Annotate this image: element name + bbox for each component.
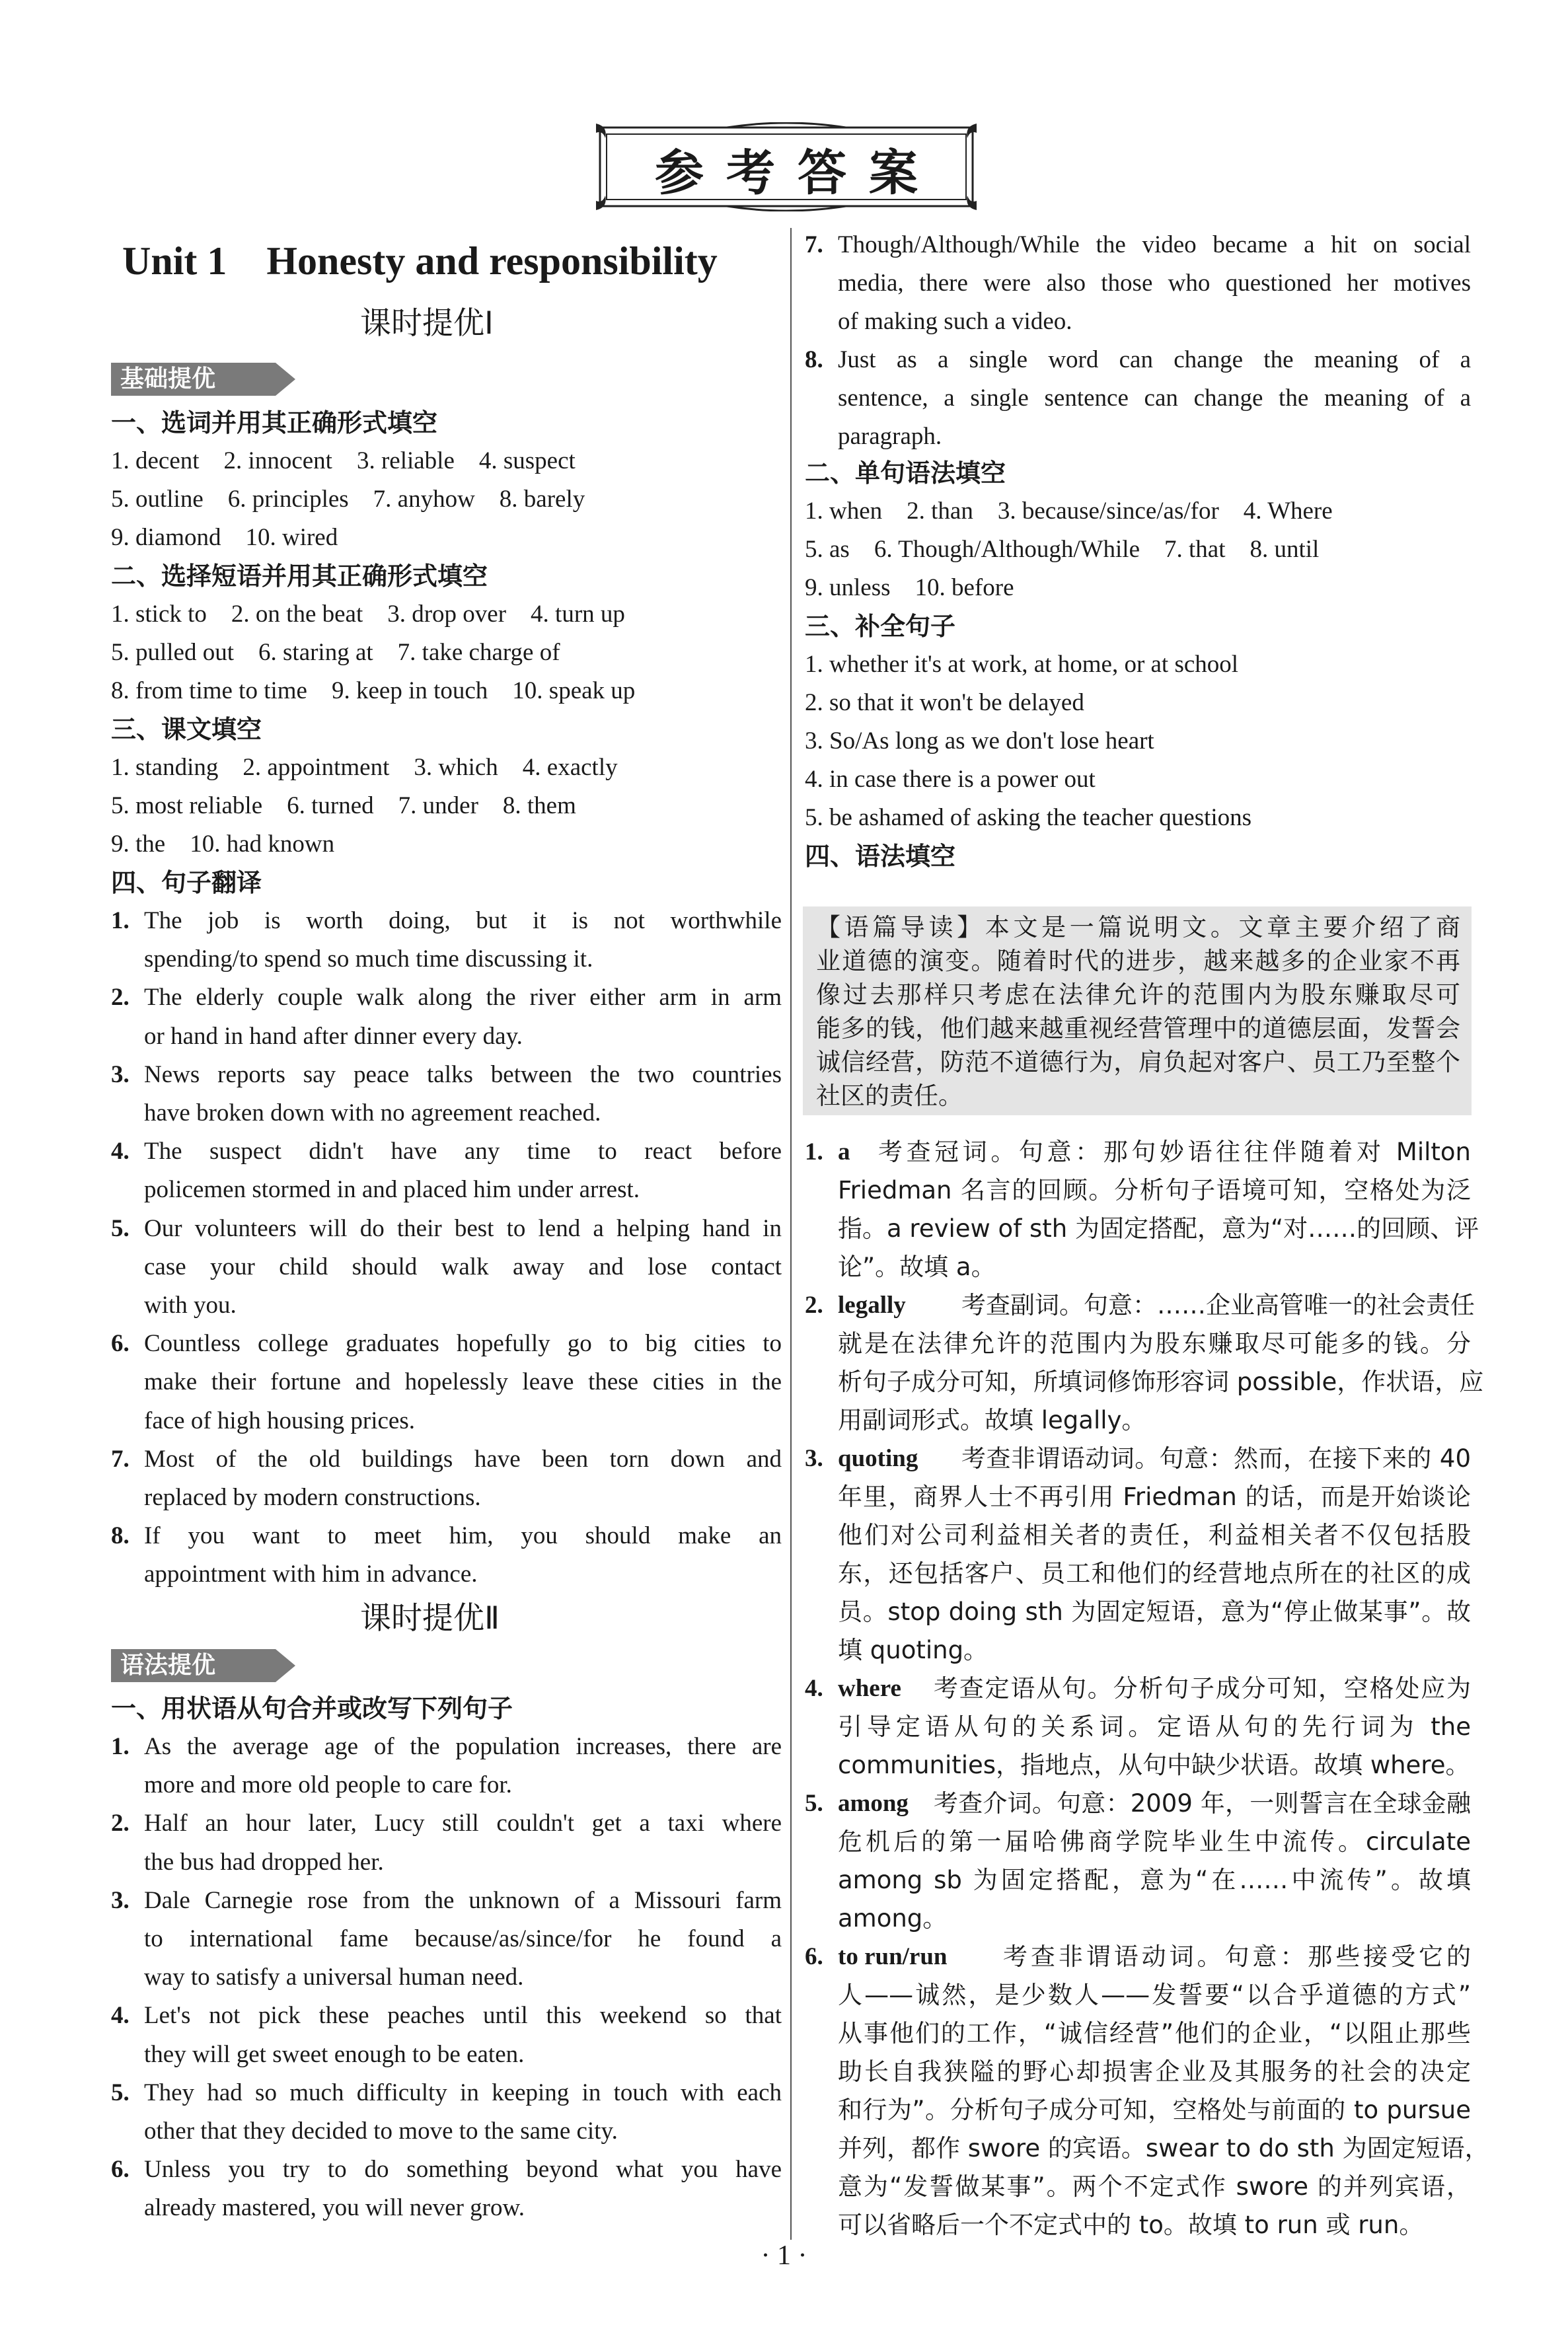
answer-line: 析句子成分可知，所填词修饰形容词 possible，作状语，应	[838, 1368, 1484, 1396]
right-sec3-title: 三、补全句子	[805, 612, 956, 641]
item-line: sentence, a single sentence can change the meaning of a	[838, 385, 1471, 412]
item-number: 7.	[805, 231, 823, 258]
item-line: Let's not pick these peaches until this weekend so that	[144, 2002, 782, 2030]
item-line: media, there were also those who questioned her motives	[838, 270, 1471, 297]
answer-line: 考查冠词。句意：那句妙语往往伴随着对 Milton	[878, 1138, 1471, 1166]
answer-key: to run/run	[838, 1943, 948, 1970]
answer-number: 2.	[805, 1292, 823, 1319]
answer-line: communities，指地点，从句中缺少状语。故填 where。	[838, 1751, 1470, 1779]
answer-row: 5. most reliable 6. turned 7. under 8. them	[111, 792, 576, 819]
lesson2-title: 课时提优Ⅱ	[360, 1600, 500, 1637]
answer-row: 5. be ashamed of asking the teacher questions	[805, 804, 1252, 831]
guide-line: 社区的责任。	[816, 1082, 963, 1110]
item-number: 3.	[111, 1060, 130, 1088]
answer-line: 考查定语从句。分析句子成分可知，空格处应为	[934, 1674, 1471, 1703]
answer-line: 人——诚然，是少数人——发誓要“以合乎道德的方式”	[838, 1981, 1471, 2009]
answer-number: 6.	[805, 1943, 823, 1970]
answer-row: 5. outline 6. principles 7. anyhow 8. barely	[111, 486, 585, 513]
answer-key: where	[838, 1675, 901, 1702]
answer-row: 9. diamond 10. wired	[111, 524, 338, 551]
answer-number: 1.	[805, 1138, 823, 1165]
answer-row: 1. decent 2. innocent 3. reliable 4. suspect	[111, 447, 576, 474]
lesson1-sec1-title: 一、选词并用其正确形式填空	[111, 408, 438, 437]
item-line: make their fortune and hopelessly leave these cities in the	[144, 1368, 782, 1396]
guide-line: 能多的钱，他们越来越重视经营管理中的道德层面，发誓会	[816, 1014, 1460, 1043]
item-line: to international fame because/as/since/for he found a	[144, 1925, 782, 1952]
answer-line: 东，还包括客户、员工和他们的经营地点所在的社区的成	[838, 1559, 1471, 1588]
answer-key: quoting	[838, 1445, 918, 1472]
guide-line: 诚信经营，防范不道德行为，肩负起对客户、员工乃至整个	[816, 1048, 1460, 1076]
answer-line: 员。stop doing sth 为固定短语，意为“停止做某事”。故	[838, 1598, 1471, 1626]
item-line: Unless you try to do something beyond what you have	[144, 2156, 782, 2184]
item-line: face of high housing prices.	[144, 1407, 415, 1434]
item-line: Half an hour later, Lucy still couldn't get a taxi where	[144, 1810, 782, 1837]
answer-line: among。	[838, 1904, 948, 1933]
lesson1-sec4-title: 四、句子翻译	[111, 868, 262, 897]
item-line: they will get sweet enough to be eaten.	[144, 2040, 525, 2068]
column-divider	[790, 228, 792, 2240]
answer-row: 9. the 10. had known	[111, 830, 335, 858]
answer-row: 5. as 6. Though/Although/While 7. that 8. until	[805, 536, 1320, 563]
guide-line: 业道德的演变。随着时代的进步，越来越多的企业家不再	[816, 947, 1460, 975]
item-line: The suspect didn't have any time to react before	[144, 1138, 782, 1165]
item-line: with you.	[144, 1292, 237, 1319]
item-number: 4.	[111, 2002, 130, 2030]
item-number: 1.	[111, 907, 130, 934]
item-line: They had so much difficulty in keeping in touch with each	[144, 2079, 782, 2106]
lesson1-title: 课时提优Ⅰ	[360, 305, 494, 342]
title-frame	[595, 122, 978, 211]
reading-guide-box	[803, 906, 1472, 1115]
item-number: 5.	[111, 2079, 130, 2106]
item-line: already mastered, you will never grow.	[144, 2194, 525, 2222]
answer-line: 可以省略后一个不定式中的 to。故填 to run 或 run。	[838, 2211, 1424, 2239]
answer-row: 1. when 2. than 3. because/since/as/for 4. Where	[805, 498, 1333, 525]
item-number: 3.	[111, 1886, 130, 1914]
item-line: case your child should walk away and lose contact	[144, 1253, 782, 1280]
unit-title: Unit 1 Honesty and responsibility	[122, 239, 718, 283]
answer-line: 和行为”。分析句子成分可知，空格处与前面的 to pursue	[838, 2096, 1471, 2124]
item-line: As the average age of the population increases, there are	[144, 1733, 782, 1760]
item-number: 4.	[111, 1138, 130, 1165]
answer-number: 4.	[805, 1675, 823, 1702]
lesson1-sec2-title: 二、选择短语并用其正确形式填空	[111, 562, 488, 591]
item-line: of making such a video.	[838, 308, 1072, 335]
answer-line: among sb 为固定搭配，意为“在……中流传”。故填	[838, 1866, 1471, 1894]
item-number: 6.	[111, 1330, 130, 1358]
answer-line: 助长自我狭隘的野心却损害企业及其服务的社会的决定	[838, 2057, 1471, 2086]
answer-line: 意为“发誓做某事”。两个不定式作 swore 的并列宾语，	[838, 2172, 1471, 2201]
item-line: If you want to meet him, you should make an	[144, 1522, 782, 1550]
answer-row: 1. stick to 2. on the beat 3. drop over 4. turn up	[111, 601, 625, 628]
answer-row: 5. pulled out 6. staring at 7. take charge of	[111, 639, 560, 666]
answer-row: 2. so that it won't be delayed	[805, 689, 1084, 716]
answer-line: 并列，都作 swore 的宾语。swear to do sth 为固定短语，	[838, 2134, 1489, 2162]
item-number: 8.	[111, 1522, 130, 1550]
answer-row: 1. standing 2. appointment 3. which 4. exactly	[111, 754, 618, 781]
answer-line: Friedman 名言的回顾。分析句子语境可知，空格处为泛	[838, 1176, 1471, 1204]
item-line: replaced by modern constructions.	[144, 1484, 481, 1511]
answer-line: 填 quoting。	[838, 1636, 989, 1664]
answer-key: among	[838, 1790, 909, 1817]
item-line: paragraph.	[838, 423, 942, 450]
right-sec2-title: 二、单句语法填空	[805, 459, 1006, 488]
item-line: The elderly couple walk along the river either arm in arm	[144, 984, 782, 1012]
item-line: policemen stormed in and placed him under arrest.	[144, 1176, 640, 1204]
item-line: more and more old people to care for.	[144, 1771, 512, 1799]
page-title: 参考答案	[655, 145, 940, 202]
answer-line: 考查介词。句意：2009 年，一则誓言在全球金融	[934, 1789, 1471, 1818]
answer-line: 指。a review of sth 为固定搭配，意为“对……的回顾、评	[838, 1214, 1479, 1243]
item-line: Most of the old buildings have been torn down and	[144, 1445, 782, 1473]
item-line: or hand in hand after dinner every day.	[144, 1022, 523, 1050]
answer-line: 考查非谓语动词。句意：然而，在接下来的 40	[961, 1444, 1471, 1473]
item-line: Though/Although/While the video became a hit on social	[838, 231, 1471, 258]
item-line: appointment with him in advance.	[144, 1561, 478, 1588]
item-line: the bus had dropped her.	[144, 1848, 384, 1876]
answer-key: a	[838, 1138, 850, 1165]
answer-number: 3.	[805, 1445, 823, 1472]
item-number: 2.	[111, 1810, 130, 1837]
answer-number: 5.	[805, 1790, 823, 1817]
answer-line: 年里，商界人士不再引用 Friedman 的话，而是开始谈论	[838, 1483, 1471, 1511]
answer-line: 引导定语从句的关系词。定语从句的先行词为 the	[838, 1713, 1471, 1741]
answer-line: 从事他们的工作，“诚信经营”他们的企业，“以阻止那些	[838, 2019, 1471, 2048]
answer-row: 1. whether it's at work, at home, or at school	[805, 651, 1239, 678]
page-number: · 1 ·	[761, 2240, 807, 2271]
item-line: way to satisfy a universal human need.	[144, 1964, 524, 1991]
item-number: 1.	[111, 1733, 130, 1760]
item-line: spending/to spend so much time discussing it.	[144, 945, 593, 973]
lesson1-sec3-title: 三、课文填空	[111, 715, 262, 744]
answer-line: 就是在法律允许的范围内为股东赚取尽可能多的钱。分	[838, 1329, 1471, 1358]
right-sec4-title: 四、语法填空	[805, 842, 956, 871]
guide-line: 【语篇导读】本文是一篇说明文。文章主要介绍了商	[816, 913, 1460, 941]
item-number: 8.	[805, 346, 823, 373]
item-number: 7.	[111, 1445, 130, 1473]
item-line: The job is worth doing, but it is not worthwhile	[144, 907, 782, 934]
item-line: other that they decided to move to the same city.	[144, 2118, 618, 2145]
guide-line: 像过去那样只考虑在法律允许的范围内为股东赚取尽可	[816, 980, 1460, 1009]
answer-line: 论”。故填 a。	[838, 1253, 996, 1281]
grammar-tag: 语法提优	[111, 1649, 276, 1682]
answer-line: 他们对公司利益相关者的责任，利益相关者不仅包括股	[838, 1521, 1471, 1549]
lesson2-sec1-title: 一、用状语从句合并或改写下列句子	[111, 1694, 513, 1723]
item-number: 2.	[111, 984, 130, 1012]
item-line: Just as a single word can change the meaning of a	[838, 346, 1471, 373]
item-line: Countless college graduates hopefully go to big cities to	[144, 1330, 782, 1358]
answer-row: 9. unless 10. before	[805, 574, 1014, 601]
answer-line: 用副词形式。故填 legally。	[838, 1406, 1146, 1434]
answer-line: 危机后的第一届哈佛商学院毕业生中流传。circulate	[838, 1827, 1471, 1856]
item-number: 6.	[111, 2156, 130, 2184]
answer-line: 考查非谓语动词。句意：那些接受它的	[1003, 1942, 1471, 1971]
item-number: 5.	[111, 1214, 130, 1242]
answer-line: 考查副词。句意：……企业高管唯一的社会责任	[961, 1291, 1475, 1319]
item-line: Our volunteers will do their best to lend a helping hand in	[144, 1214, 782, 1242]
item-line: Dale Carnegie rose from the unknown of a Missouri farm	[144, 1886, 782, 1914]
answer-key: legally	[838, 1292, 906, 1319]
answer-row: 3. So/As long as we don't lose heart	[805, 727, 1154, 755]
basic-tag: 基础提优	[111, 363, 276, 396]
answer-row: 8. from time to time 9. keep in touch 10. speak up	[111, 677, 636, 704]
item-line: have broken down with no agreement reached.	[144, 1099, 601, 1126]
item-line: News reports say peace talks between the two countries	[144, 1060, 782, 1088]
answer-row: 4. in case there is a power out	[805, 766, 1096, 793]
